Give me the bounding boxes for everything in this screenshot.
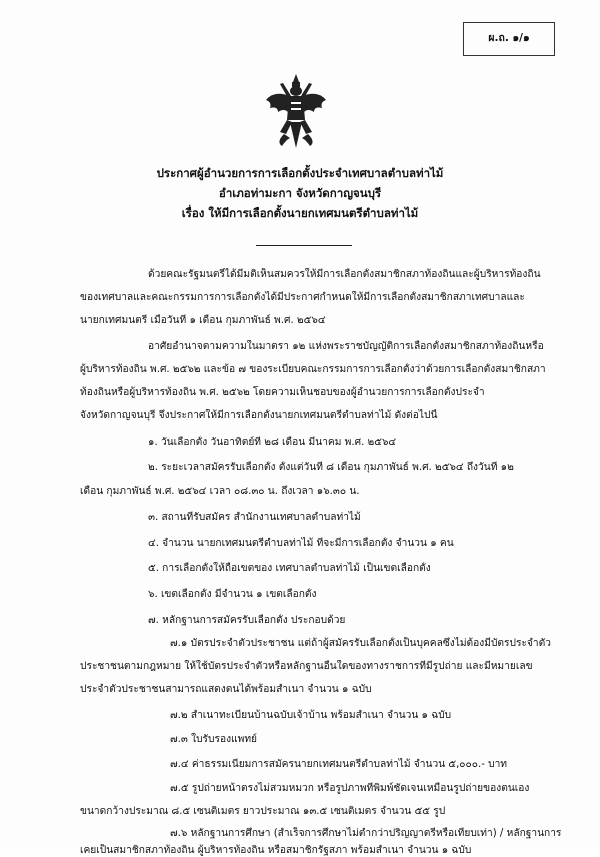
item-6: ๖. เขตเลือกตั้ง มีจำนวน ๑ เขตเลือกตั้ง <box>148 589 317 600</box>
paragraph-1-line-1: ด้วยคณะรัฐมนตรีได้มีมติเห็นสมควรให้มีการเลือกตั้งสมาชิกสภาท้องถิ่นและผู้บริหารท้องถิ่น <box>148 269 541 280</box>
item-7-1-line-1: ๗.๑ บัตรประจำตัวประชาชน แต่ถ้าผู้สมัครรับเลือกตั้งเป็นบุคคลซึ่งไม่ต้องมีบัตรประจำตัว <box>170 638 551 649</box>
header-line-1: ประกาศผู้อำนวยการการเลือกตั้งประจำเทศบาลตำบลท่าไม้ <box>156 166 444 180</box>
item-4: ๔. จำนวน นายกเทศมนตรีตำบลท่าไม้ ที่จะมีการเลือกตั้ง จำนวน ๑ คน <box>148 538 454 549</box>
paragraph-2-line-2: ผู้บริหารท้องถิ่น พ.ศ. ๒๕๖๒ และข้อ ๗ ของระเบียบคณะกรรมการการเลือกตั้งว่าด้วยการเลือกตั้งสมาชิกสภา <box>80 364 546 375</box>
item-1: ๑. วันเลือกตั้ง วันอาทิตย์ที่ ๒๘ เดือน มีนาคม พ.ศ. ๒๕๖๔ <box>148 437 397 448</box>
paragraph-2-line-3: ท้องถิ่นหรือผู้บริหารท้องถิ่น พ.ศ. ๒๕๖๒ โดยความเห็นชอบของผู้อำนวยการการเลือกตั้งประจำ <box>80 387 485 398</box>
item-3: ๓. สถานที่รับสมัคร สำนักงานเทศบาลตำบลท่าไม้ <box>148 512 361 523</box>
item-7-4: ๗.๔ ค่าธรรมเนียมการสมัครนายกเทศมนตรีตำบลท่าไม้ จำนวน ๕,๐๐๐.- บาท <box>170 759 508 770</box>
header-line-3: เรื่อง ให้มีการเลือกตั้งนายกเทศมนตรีตำบลท่าไม้ <box>181 206 419 220</box>
item-2-line-2: เดือน กุมภาพันธ์ พ.ศ. ๒๕๖๔ เวลา ๐๘.๓๐ น. ถึงเวลา ๑๖.๓๐ น. <box>80 486 360 497</box>
item-7-5-line-1: ๗.๕ รูปถ่ายหน้าตรงไม่สวมหมวก หรือรูปภาพที่พิมพ์ชัดเจนเหมือนรูปถ่ายของตนเอง <box>170 783 530 794</box>
garuda-emblem-icon <box>264 72 328 150</box>
paragraph-2-line-1: อาศัยอำนาจตามความในมาตรา ๑๒ แห่งพระราชบัญญัติการเลือกตั้งสมาชิกสภาท้องถิ่นหรือ <box>148 341 544 352</box>
header-underline <box>256 245 352 246</box>
paragraph-1-line-3: นายกเทศมนตรี เมื่อวันที่ ๑ เดือน กุมภาพันธ์ พ.ศ. ๒๕๖๔ <box>80 315 326 326</box>
item-7: ๗. หลักฐานการสมัครรับเลือกตั้ง ประกอบด้วย <box>148 615 346 626</box>
paragraph-2-line-4: จังหวัดกาญจนบุรี จึงประกาศให้มีการเลือกตั้งนายกเทศมนตรีตำบลท่าไม้ ดังต่อไปนี้ <box>80 410 438 421</box>
document-header <box>0 163 600 223</box>
item-7-6-line-2: เคยเป็นสมาชิกสภาท้องถิ่น ผู้บริหารท้องถิ่น หรือสมาชิกรัฐสภา พร้อมสำเนา จำนวน ๑ ฉบับ <box>80 845 472 856</box>
form-code-box: ผ.ถ. ๑/๑ <box>463 22 555 56</box>
item-7-5-line-2: ขนาดกว้างประมาณ ๘.๕ เซนติเมตร ยาวประมาณ ๑๓.๕ เซนติเมตร จำนวน ๕๕ รูป <box>80 806 446 817</box>
paragraph-1-line-2: ของเทศบาลและคณะกรรมการการเลือกตั้งได้มีประกาศกำหนดให้มีการเลือกตั้งสมาชิกสภาเทศบาลและ <box>80 292 525 303</box>
header-line-2: อำเภอท่ามะกา จังหวัดกาญจนบุรี <box>218 186 382 200</box>
item-7-3: ๗.๓ ใบรับรองแพทย์ <box>170 734 258 745</box>
item-5: ๕. การเลือกตั้งให้ถือเขตของ เทศบาลตำบลท่าไม้ เป็นเขตเลือกตั้ง <box>148 563 431 574</box>
item-7-1-line-2: ประชาชนตามกฎหมาย ให้ใช้บัตรประจำตัวหรือหลักฐานอื่นใดของทางราชการที่มีรูปถ่าย และมีหมายเลข <box>80 661 533 672</box>
item-7-6-line-1: ๗.๖ หลักฐานการศึกษา (สำเร็จการศึกษาไม่ต่ำกว่าปริญญาตรีหรือเทียบเท่า) / หลักฐานการ <box>170 828 562 839</box>
item-7-2: ๗.๒ สำเนาทะเบียนบ้านฉบับเจ้าบ้าน พร้อมสำเนา จำนวน ๑ ฉบับ <box>170 710 452 721</box>
item-7-1-line-3: ประจำตัวประชาชนสามารถแสดงตนได้พร้อมสำเนา จำนวน ๑ ฉบับ <box>80 684 372 695</box>
item-2-line-1: ๒. ระยะเวลาสมัครรับเลือกตั้ง ตั้งแต่วันที่ ๘ เดือน กุมภาพันธ์ พ.ศ. ๒๕๖๔ ถึงวันที่ ๑๒ <box>148 462 514 473</box>
